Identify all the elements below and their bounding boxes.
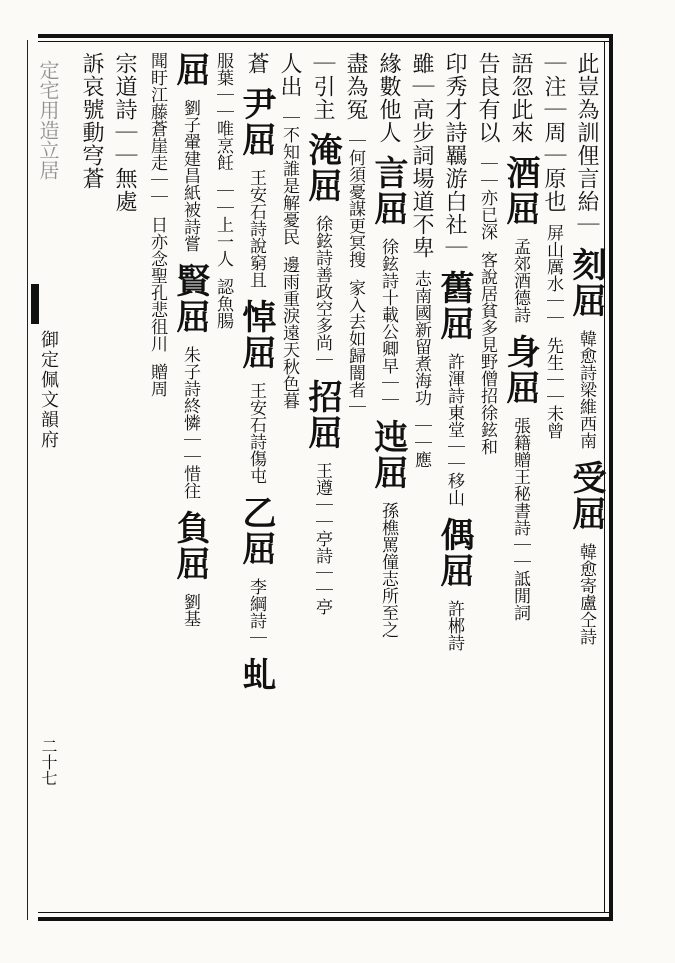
text-column [405,52,437,908]
segment-gap [152,205,163,216]
annotation-text: 徐鉉詩十載公卿早｜｜ [378,238,398,408]
segment-gap [383,491,394,502]
body-text: 宗道詩｜｜無處 [112,52,137,213]
segment-gap [251,646,262,657]
frame-right-rule [609,34,613,921]
body-text: ｜注｜周｜原也 [541,52,566,213]
headword: 受屈 [566,460,606,532]
segment-gap [482,240,493,251]
headword: 賢屈 [170,263,210,335]
annotation-text: ｜不知誰是解憂民 [279,109,299,245]
annotation-text: 服葉｜｜唯烹飪 [213,52,233,171]
headword: 虬 [236,657,276,693]
text-column [368,52,408,908]
segment-gap [515,227,526,238]
segment-gap [185,335,196,346]
segment-gap [416,259,427,270]
segment-gap [251,484,262,495]
segment-gap [251,75,262,86]
headword: 尹屈 [236,86,276,158]
text-column [537,52,569,908]
body-text: 雖｜高步詞場道不卑 [409,52,434,259]
text-column [141,52,173,908]
headword: 言屈 [368,155,408,227]
body-text: 人出 [277,52,302,98]
frame-top-rule-inner [38,41,613,42]
annotation-text: 贈周 [147,363,167,397]
text-column [273,52,305,908]
segment-gap [581,449,592,460]
annotation-text: ｜｜上一人 [213,182,233,267]
body-text: 印秀才詩羈游白社｜ [442,52,467,259]
fishtail-mark [31,284,39,324]
segment-gap [284,98,295,109]
annotation-text: 張籍贈王秘書詩｜｜詆閒詞 [510,417,530,621]
text-column [75,52,107,908]
text-column [170,52,210,908]
segment-gap [515,323,526,334]
segment-gap [185,88,196,99]
annotation-text: 王安石詩傷屯 [246,382,266,484]
annotation-text: ｜｜亦已深 [477,155,497,240]
headword: 淹屈 [302,132,342,204]
segment-gap [581,532,592,543]
segment-gap [449,259,460,270]
text-column [471,52,503,908]
annotation-text: 徐鉉詩善政空多尚｜ [312,215,332,368]
segment-gap [185,252,196,263]
headword: 偶屈 [434,517,474,589]
annotation-text: 客說居貧多見野僧招徐鉉和 [477,251,497,455]
text-column [207,52,239,908]
segment-gap [317,368,328,379]
segment-gap [152,352,163,363]
annotation-text: ｜何須憂謀更冥搜 [345,132,365,268]
segment-gap [581,236,592,247]
segment-gap [251,567,262,578]
segment-gap [251,158,262,169]
annotation-text: 屏山厲水｜｜ [543,224,563,326]
segment-gap [317,451,328,462]
segment-gap [383,408,394,419]
segment-gap [218,267,229,278]
frame-top-rule [38,34,613,38]
text-column [302,52,342,908]
text-column [108,52,140,908]
gutter-fold-line [27,40,28,920]
headword: 悼屈 [236,299,276,371]
body-text: 此豈為訓俚言紿｜ [574,52,599,236]
annotation-text: 王遵｜｜亭詩｜｜亭 [312,462,332,615]
segment-gap [350,121,361,132]
text-column [339,52,371,908]
body-text: 語忽此來 [508,52,533,144]
annotation-text: 志南國新留煮海功 [411,270,431,406]
headword: 招屈 [302,379,342,451]
segment-gap [185,582,196,593]
segment-gap [218,171,229,182]
annotation-text: 日亦念聖孔悲徂川 [147,216,167,352]
annotation-text: 孫樵罵僮志所至之 [378,502,398,638]
headword: 身屈 [500,334,540,406]
segment-gap [383,227,394,238]
annotation-text: 家入去如歸闇者｜ [345,279,365,415]
segment-gap [482,144,493,155]
segment-gap [548,326,559,337]
frame-bottom-rule-inner [38,912,613,913]
annotation-text: 韓愈詩梁維西南 [576,330,596,449]
headword: 酒屈 [500,155,540,227]
body-text: 緣數他人 [376,52,401,144]
body-text: ｜引主 [310,52,335,121]
body-text: 告良有以 [475,52,500,144]
book-title: 御定佩文韻府 [38,330,59,450]
text-column [500,52,540,908]
segment-gap [383,144,394,155]
annotation-text: 李綱詩｜ [246,578,266,646]
annotation-text: 韓愈寄盧仝詩 [576,543,596,645]
segment-gap [449,342,460,353]
annotation-text: 邊雨重淚遠天秋色暮 [279,256,299,409]
segment-gap [317,121,328,132]
segment-gap [515,406,526,417]
body-text: 訴哀號動穹蒼 [79,52,104,190]
annotation-text: 許郴詩 [444,600,464,651]
segment-gap [581,319,592,330]
annotation-text: 認魚腸 [213,278,233,329]
annotation-text: 許渾詩東堂｜｜移山 [444,353,464,506]
headword: 迍屈 [368,419,408,491]
segment-gap [251,288,262,299]
segment-gap [350,268,361,279]
body-text: 蒼 [244,52,269,75]
segment-gap [185,499,196,510]
headword: 屈 [170,52,210,88]
segment-gap [251,371,262,382]
annotation-text: 劉子翬建昌紙被詩嘗 [180,99,200,252]
frame-bottom-rule [38,917,613,921]
annotation-text: 王安石詩說窮且 [246,169,266,288]
headword: 舊屈 [434,270,474,342]
headword: 乙屈 [236,495,276,567]
text-column [566,52,606,908]
segment-gap [548,213,559,224]
headword: 負屈 [170,510,210,582]
annotation-text: 劉基 [180,593,200,627]
text-column [434,52,474,908]
page-number: 二十七 [39,738,58,786]
body-text: 盡為冤 [343,52,368,121]
headword: 刻屈 [566,247,606,319]
segment-gap [515,144,526,155]
segment-gap [416,406,427,417]
segment-gap [284,245,295,256]
segment-gap [317,204,328,215]
annotation-text: ｜｜應 [411,417,431,468]
gutter-faded-text: 定宅用造立居 [36,60,60,180]
annotation-text: 聞盱江藤蒼崖走｜｜ [147,52,167,205]
annotation-text: 孟郊酒德詩 [510,238,530,323]
segment-gap [449,589,460,600]
segment-gap [449,506,460,517]
annotation-text: 朱子詩終憐｜｜惜往 [180,346,200,499]
text-column [236,52,276,908]
annotation-text: 先生｜｜未曾 [543,337,563,439]
